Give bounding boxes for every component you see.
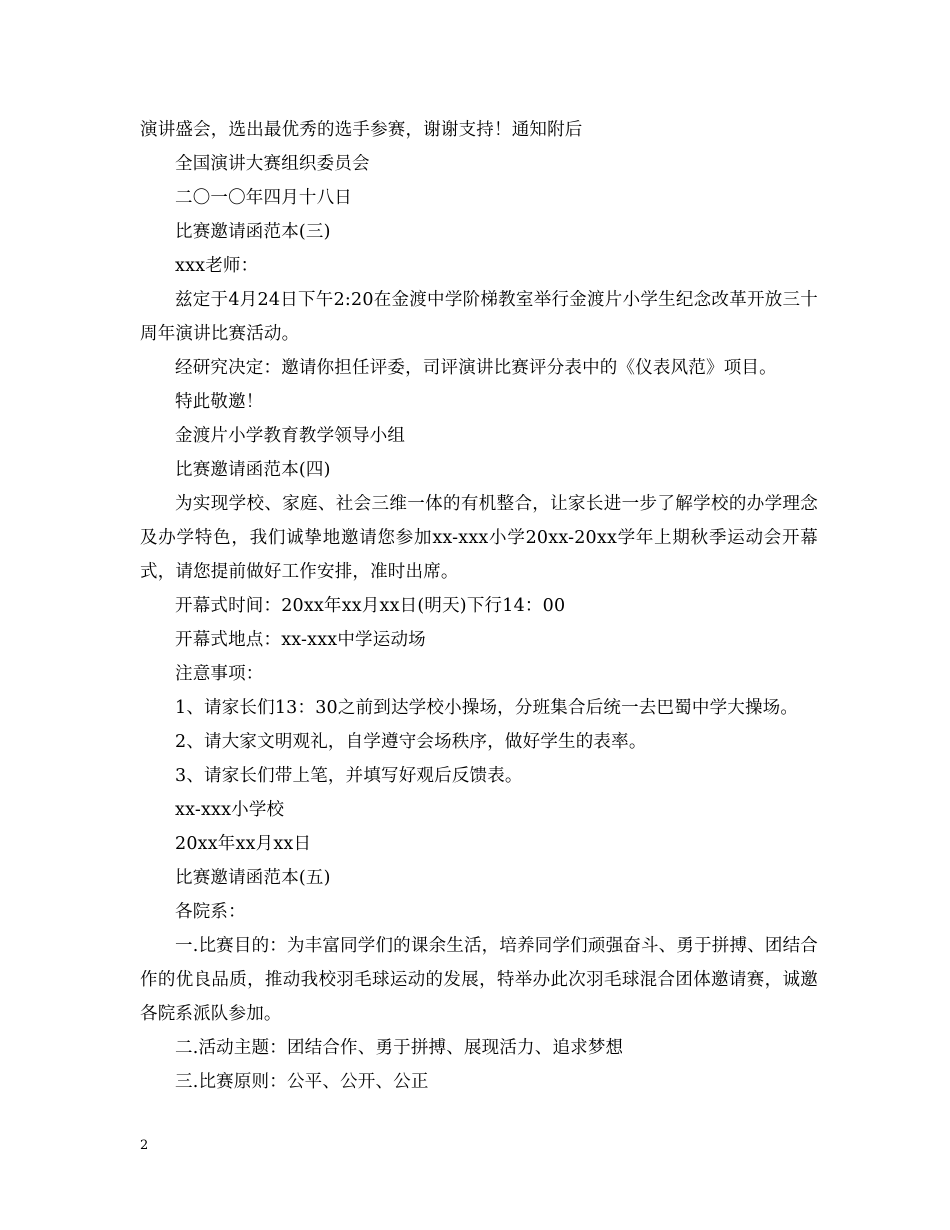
paragraph: 一.比赛目的：为丰富同学们的课余生活，培养同学们顽强奋斗、勇于拼搏、团结合作的优良品质，推动我校羽毛球运动的发展，特举办此次羽毛球混合团体邀请赛，诚邀各院系派队参加。 (140, 936, 818, 1024)
text-line: 开幕式地点：xx-xxx中学运动场 (175, 630, 426, 650)
list-item: 2、请大家文明观礼，自学遵守会场秩序，做好学生的表率。 (175, 732, 647, 752)
document-body (140, 113, 818, 1099)
section-heading: 比赛邀请函范本(五) (175, 868, 331, 888)
section-heading: 比赛邀请函范本(三) (175, 222, 331, 242)
paragraph: 兹定于4月24日下午2:20在金渡中学阶梯教室举行金渡片小学生纪念改革开放三十周年演讲比赛活动。 (140, 290, 818, 344)
text-line: 二〇一〇年四月十八日 (175, 188, 352, 208)
paragraph: 为实现学校、家庭、社会三维一体的有机整合，让家长进一步了解学校的办学理念及办学特色，我们诚挚地邀请您参加xx-xxx小学20xx-20xx学年上期秋季运动会开幕式，请您提前做好工作安排，准时出席。 (140, 494, 818, 582)
text-line: 全国演讲大赛组织委员会 (175, 154, 370, 174)
text-line: 注意事项： (175, 664, 264, 684)
signature: xx-xxx小学校 (175, 800, 285, 820)
text-line: 特此敬邀！ (175, 392, 264, 412)
page-number: 2 (140, 1138, 149, 1153)
section-heading: 比赛邀请函范本(四) (175, 460, 331, 480)
signature: 金渡片小学教育教学领导小组 (175, 426, 406, 446)
salutation: xxx老师： (175, 256, 259, 276)
date-line: 20xx年xx月xx日 (175, 834, 312, 854)
salutation: 各院系： (175, 902, 246, 922)
text-line: 经研究决定：邀请你担任评委，司评演讲比赛评分表中的《仪表风范》项目。 (175, 358, 777, 378)
text-line: 演讲盛会，选出最优秀的选手参赛，谢谢支持！通知附后 (140, 120, 583, 140)
text-line: 二.活动主题：团结合作、勇于拼搏、展现活力、追求梦想 (175, 1038, 624, 1058)
text-line: 三.比赛原则：公平、公开、公正 (175, 1072, 429, 1092)
list-item: 3、请家长们带上笔，并填写好观后反馈表。 (175, 766, 523, 786)
text-line: 开幕式时间：20xx年xx月xx日(明天)下行14：00 (175, 596, 566, 616)
list-item: 1、请家长们13：30之前到达学校小操场，分班集合后统一去巴蜀中学大操场。 (175, 698, 799, 718)
